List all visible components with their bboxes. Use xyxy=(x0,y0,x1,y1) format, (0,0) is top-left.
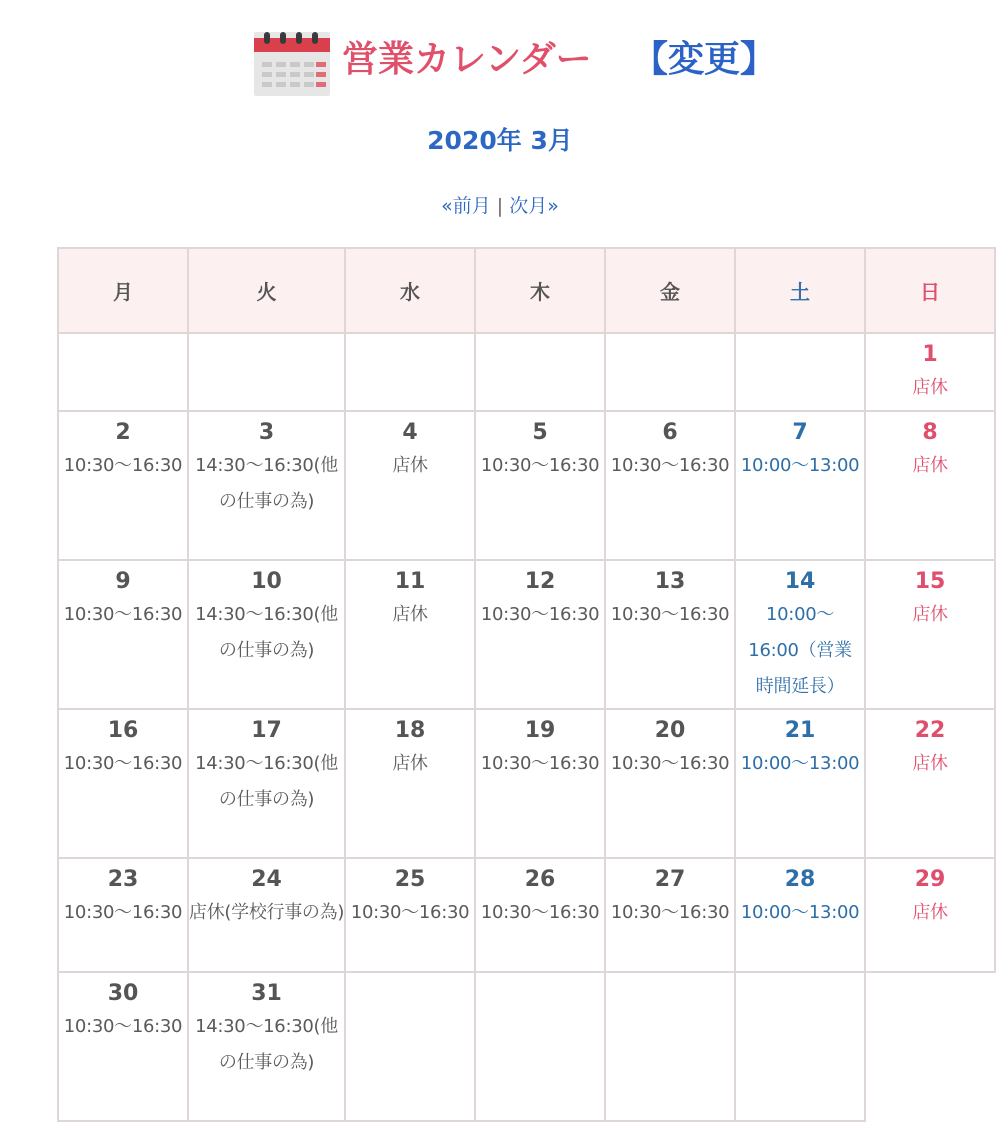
day-hours-note: 10:30〜16:30 xyxy=(480,604,600,625)
calendar-week-row xyxy=(58,333,995,411)
day-hours-note: 10:00〜13:00 xyxy=(740,455,860,476)
day-hours-note: 14:30〜16:30(他の仕事の為) xyxy=(195,604,338,661)
day-number: 27 xyxy=(654,867,686,892)
calendar-day-cell xyxy=(605,858,735,972)
day-number: 23 xyxy=(107,867,139,892)
calendar-day-cell xyxy=(58,560,188,709)
day-hours-note: 10:30〜16:30 xyxy=(480,455,600,476)
calendar-week-row xyxy=(58,972,995,1121)
calendar-day-cell xyxy=(188,709,345,858)
calendar-day-cell xyxy=(58,411,188,560)
business-calendar xyxy=(57,247,996,1122)
calendar-day-cell xyxy=(735,560,865,709)
day-hours-note: 14:30〜16:30(他の仕事の為) xyxy=(195,455,338,512)
calendar-day-cell xyxy=(475,709,605,858)
day-hours-note: 10:30〜16:30 xyxy=(63,604,183,625)
calendar-week-row xyxy=(58,709,995,858)
day-number: 25 xyxy=(394,867,426,892)
calendar-day-cell xyxy=(475,333,605,411)
day-number: 17 xyxy=(251,718,282,743)
day-hours-note: 10:30〜16:30 xyxy=(350,902,470,923)
day-number: 10 xyxy=(251,569,282,594)
calendar-day-cell xyxy=(188,333,345,411)
calendar-day-cell xyxy=(605,560,735,709)
weekday-sat: 土 xyxy=(735,248,865,333)
change-label: 【変更】 xyxy=(632,39,777,80)
calendar-day-cell xyxy=(865,333,995,411)
prev-month-link[interactable]: «前月 xyxy=(441,195,491,217)
day-number: 30 xyxy=(107,981,139,1006)
calendar-day-cell xyxy=(735,709,865,858)
calendar-day-cell xyxy=(345,411,475,560)
day-hours-note: 店休 xyxy=(912,455,948,476)
day-hours-note: 店休 xyxy=(912,753,948,774)
calendar-day-cell xyxy=(345,709,475,858)
calendar-day-cell xyxy=(865,858,995,972)
calendar-day-cell xyxy=(605,972,735,1121)
nav-separator: | xyxy=(496,195,504,217)
day-number: 16 xyxy=(107,718,139,743)
calendar-day-cell xyxy=(735,858,865,972)
weekday-header-row xyxy=(58,248,995,333)
day-hours-note: 10:30〜16:30 xyxy=(63,1016,183,1037)
day-hours-note: 10:00〜13:00 xyxy=(740,753,860,774)
next-month-link[interactable]: 次月» xyxy=(509,195,559,217)
day-hours-note: 店休 xyxy=(392,604,428,625)
day-hours-note: 10:30〜16:30 xyxy=(63,902,183,923)
day-number: 5 xyxy=(532,420,548,445)
day-hours-note: 10:00〜13:00 xyxy=(740,902,860,923)
day-hours-note: 店休 xyxy=(392,455,428,476)
calendar-day-cell xyxy=(345,333,475,411)
calendar-week-row xyxy=(58,560,995,709)
day-number: 14 xyxy=(784,569,816,594)
calendar-day-cell xyxy=(475,411,605,560)
day-number: 6 xyxy=(662,420,678,445)
weekday-mon: 月 xyxy=(58,248,188,333)
calendar-icon xyxy=(254,32,330,96)
day-hours-note: 10:30〜16:30 xyxy=(63,455,183,476)
weekday-fri: 金 xyxy=(605,248,735,333)
day-hours-note: 10:30〜16:30 xyxy=(63,753,183,774)
calendar-day-cell xyxy=(605,411,735,560)
calendar-day-cell xyxy=(865,560,995,709)
day-number: 26 xyxy=(524,867,556,892)
calendar-day-cell xyxy=(735,411,865,560)
calendar-day-cell xyxy=(605,333,735,411)
day-hours-note: 店休(学校行事の為) xyxy=(189,902,345,923)
day-number: 3 xyxy=(258,420,275,445)
calendar-day-cell xyxy=(865,411,995,560)
calendar-day-cell xyxy=(188,858,345,972)
day-hours-note: 店休 xyxy=(912,377,948,398)
weekday-wed: 水 xyxy=(345,248,475,333)
day-number: 22 xyxy=(914,718,946,743)
calendar-day-cell xyxy=(865,972,995,1121)
day-number: 24 xyxy=(251,867,282,892)
calendar-day-cell xyxy=(345,858,475,972)
calendar-day-cell xyxy=(345,560,475,709)
calendar-day-cell xyxy=(475,560,605,709)
day-number: 20 xyxy=(654,718,686,743)
calendar-day-cell xyxy=(865,709,995,858)
calendar-day-cell xyxy=(605,709,735,858)
day-number: 13 xyxy=(654,569,686,594)
weekday-thu: 木 xyxy=(475,248,605,333)
day-hours-note: 10:30〜16:30 xyxy=(610,753,730,774)
day-hours-note: 10:30〜16:30 xyxy=(610,604,730,625)
calendar-day-cell xyxy=(735,972,865,1121)
day-number: 15 xyxy=(914,569,946,594)
calendar-day-cell xyxy=(58,858,188,972)
day-number: 11 xyxy=(394,569,426,594)
day-number: 8 xyxy=(922,420,938,445)
calendar-week-row xyxy=(58,858,995,972)
calendar-day-cell xyxy=(58,709,188,858)
day-hours-note: 10:30〜16:30 xyxy=(610,455,730,476)
calendar-day-cell xyxy=(58,972,188,1121)
day-number: 28 xyxy=(784,867,816,892)
day-hours-note: 店休 xyxy=(392,753,428,774)
day-number: 9 xyxy=(115,569,131,594)
calendar-week-row xyxy=(58,411,995,560)
calendar-day-cell xyxy=(188,411,345,560)
day-number: 31 xyxy=(251,981,282,1006)
day-hours-note: 14:30〜16:30(他の仕事の為) xyxy=(195,1016,338,1073)
day-hours-note: 10:30〜16:30 xyxy=(610,902,730,923)
day-hours-note: 14:30〜16:30(他の仕事の為) xyxy=(195,753,338,810)
page-header xyxy=(0,28,1000,100)
day-number: 21 xyxy=(784,718,816,743)
day-number: 4 xyxy=(402,420,418,445)
month-navigation xyxy=(0,192,1000,220)
weekday-tue: 火 xyxy=(188,248,345,333)
calendar-day-cell xyxy=(58,333,188,411)
calendar-day-cell xyxy=(735,333,865,411)
page-title: 営業カレンダー xyxy=(342,39,592,80)
weekday-sun: 日 xyxy=(865,248,995,333)
calendar-day-cell xyxy=(475,858,605,972)
day-number: 29 xyxy=(914,867,946,892)
day-number: 18 xyxy=(394,718,426,743)
month-label: 2020年 3月 xyxy=(427,126,573,155)
day-number: 12 xyxy=(524,569,556,594)
calendar-day-cell xyxy=(475,972,605,1121)
day-hours-note: 店休 xyxy=(912,604,948,625)
calendar-day-cell xyxy=(345,972,475,1121)
day-number: 2 xyxy=(115,420,131,445)
calendar-day-cell xyxy=(188,972,345,1121)
calendar-day-cell xyxy=(188,560,345,709)
day-hours-note: 10:00〜16:00（営業時間延長） xyxy=(748,604,852,697)
day-number: 19 xyxy=(524,718,556,743)
day-number: 7 xyxy=(792,420,808,445)
day-number: 1 xyxy=(922,342,938,367)
day-hours-note: 店休 xyxy=(912,902,948,923)
day-hours-note: 10:30〜16:30 xyxy=(480,902,600,923)
day-hours-note: 10:30〜16:30 xyxy=(480,753,600,774)
